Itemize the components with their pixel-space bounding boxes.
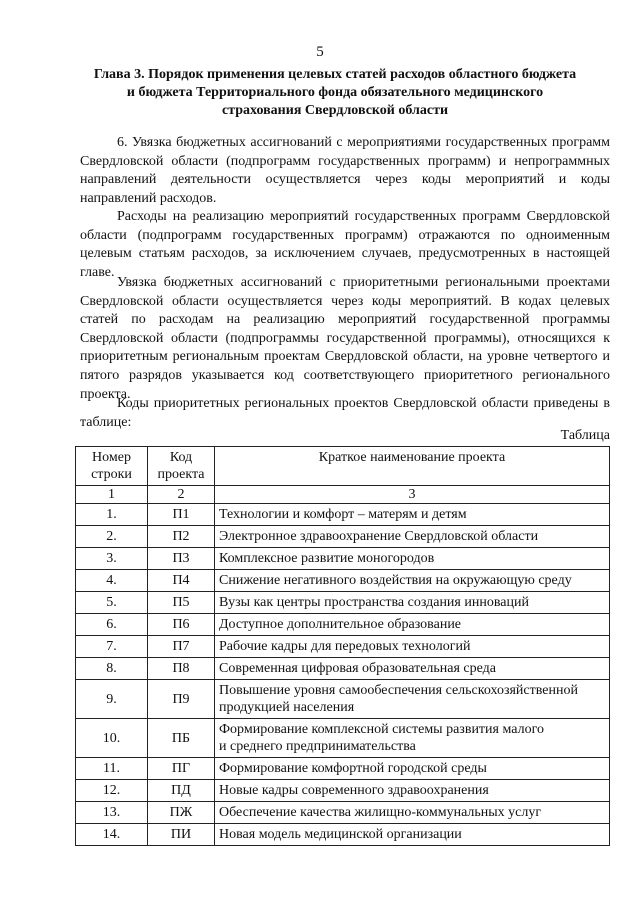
row-number-cell: 11. (76, 758, 148, 780)
project-name-line-2: и среднего предпринимательства (219, 739, 416, 754)
paragraph-text: Коды приоритетных региональных проектов Свердловской области приведены в таблице: (80, 396, 610, 430)
row-number-cell: 3. (76, 548, 148, 570)
paragraph-priority-projects (80, 274, 610, 404)
project-code-cell: П3 (148, 548, 215, 570)
project-code-cell: П6 (148, 614, 215, 636)
table-caption: Таблица (560, 428, 610, 443)
project-code-cell: ПБ (148, 719, 215, 758)
project-code-cell: П2 (148, 526, 215, 548)
table-row (76, 636, 610, 658)
row-number-cell: 8. (76, 658, 148, 680)
project-code-cell: ПИ (148, 824, 215, 846)
paragraph-text: Расходы на реализацию мероприятий государственных программ Свердловской области (подпрограмм государственных программ) отражаются по одноименным целевым статьям расходов, за исключением случаев, предусмотренных в настоящей главе. (80, 209, 610, 280)
table-row (76, 504, 610, 526)
table-row (76, 658, 610, 680)
project-name-line-1: Повышение уровня самообеспечения сельскохозяйственной (219, 683, 578, 698)
row-number-cell: 10. (76, 719, 148, 758)
chapter-title (70, 66, 600, 120)
row-number-cell: 6. (76, 614, 148, 636)
project-name-cell: Доступное дополнительное образование (215, 614, 610, 636)
table-row (76, 570, 610, 592)
page-number: 5 (316, 44, 324, 60)
project-name-line-2: продукцией населения (219, 700, 355, 715)
chapter-title-line-1: Глава 3. Порядок применения целевых статей расходов областного бюджета (93, 67, 577, 82)
header-code-line-2: проекта (157, 467, 205, 482)
table-row (76, 526, 610, 548)
row-number-cell: 4. (76, 570, 148, 592)
paragraph-codes-intro (80, 395, 610, 432)
paragraph-text: Увязка бюджетных ассигнований с приоритетными региональными проектами Свердловской области осуществляется через коды мероприятий. В кодах целевых статей по расходам на реализацию мероприятий государственной программы Свердловской области (подпрограммы государственной программы), относящихся к приоритетным региональным проектам Свердловской области, на уровне четвертого и пятого разрядов указывается код соответствующего приоритетного регионального проекта. (80, 275, 610, 402)
table-row (76, 802, 610, 824)
project-code-cell: ПГ (148, 758, 215, 780)
table-row (76, 680, 610, 719)
header-num-line-2: строки (91, 467, 132, 482)
project-code-cell: ПД (148, 780, 215, 802)
table-row (76, 614, 610, 636)
paragraph-expenses (80, 208, 610, 282)
row-number-cell: 9. (76, 680, 148, 719)
project-name-cell: Обеспечение качества жилищно-коммунальных услуг (215, 802, 610, 824)
project-name-cell: Новая модель медицинской организации (215, 824, 610, 846)
project-name-cell: Современная цифровая образовательная среда (215, 658, 610, 680)
table-row (76, 548, 610, 570)
project-codes-table (75, 446, 610, 846)
row-number-cell: 5. (76, 592, 148, 614)
index-cell: 3 (215, 486, 610, 504)
index-cell: 1 (76, 486, 148, 504)
project-code-cell: П7 (148, 636, 215, 658)
table-row (76, 719, 610, 758)
project-name-cell (215, 680, 610, 719)
header-num-line-1: Номер (92, 450, 131, 465)
index-cell: 2 (148, 486, 215, 504)
project-name-cell: Новые кадры современного здравоохранения (215, 780, 610, 802)
row-number-cell: 12. (76, 780, 148, 802)
project-name-line-1: Формирование комплексной системы развития малого (219, 722, 544, 737)
project-name-cell: Формирование комфортной городской среды (215, 758, 610, 780)
row-number-cell: 2. (76, 526, 148, 548)
header-row-number (76, 447, 148, 486)
project-code-cell: П9 (148, 680, 215, 719)
row-number-cell: 7. (76, 636, 148, 658)
header-project-code (148, 447, 215, 486)
row-number-cell: 1. (76, 504, 148, 526)
row-number-cell: 14. (76, 824, 148, 846)
table-index-row (76, 486, 610, 504)
table-header-row (76, 447, 610, 486)
project-name-cell: Снижение негативного воздействия на окружающую среду (215, 570, 610, 592)
project-code-cell: П1 (148, 504, 215, 526)
project-name-cell: Технологии и комфорт – матерям и детям (215, 504, 610, 526)
project-name-cell: Электронное здравоохранение Свердловской области (215, 526, 610, 548)
table-row (76, 592, 610, 614)
paragraph-6 (80, 134, 610, 208)
table-row (76, 824, 610, 846)
project-code-cell: П4 (148, 570, 215, 592)
project-name-cell (215, 719, 610, 758)
header-project-name: Краткое наименование проекта (215, 447, 610, 486)
table-row (76, 780, 610, 802)
project-name-cell: Рабочие кадры для передовых технологий (215, 636, 610, 658)
project-name-cell: Вузы как центры пространства создания инноваций (215, 592, 610, 614)
project-code-cell: П5 (148, 592, 215, 614)
table-row (76, 758, 610, 780)
project-name-cell: Комплексное развитие моногородов (215, 548, 610, 570)
header-code-line-1: Код (169, 450, 193, 465)
chapter-title-line-2: и бюджета Территориального фонда обязательного медицинского (126, 85, 544, 100)
project-code-cell: ПЖ (148, 802, 215, 824)
row-number-cell: 13. (76, 802, 148, 824)
project-code-cell: П8 (148, 658, 215, 680)
paragraph-text: 6. Увязка бюджетных ассигнований с мероприятиями государственных программ Свердловской области (подпрограмм государственных программ) и непрограммных направлений деятельности осуществляется через коды мероприятий и коды направлений расходов. (80, 135, 610, 206)
chapter-title-line-3: страхования Свердловской области (221, 103, 449, 118)
